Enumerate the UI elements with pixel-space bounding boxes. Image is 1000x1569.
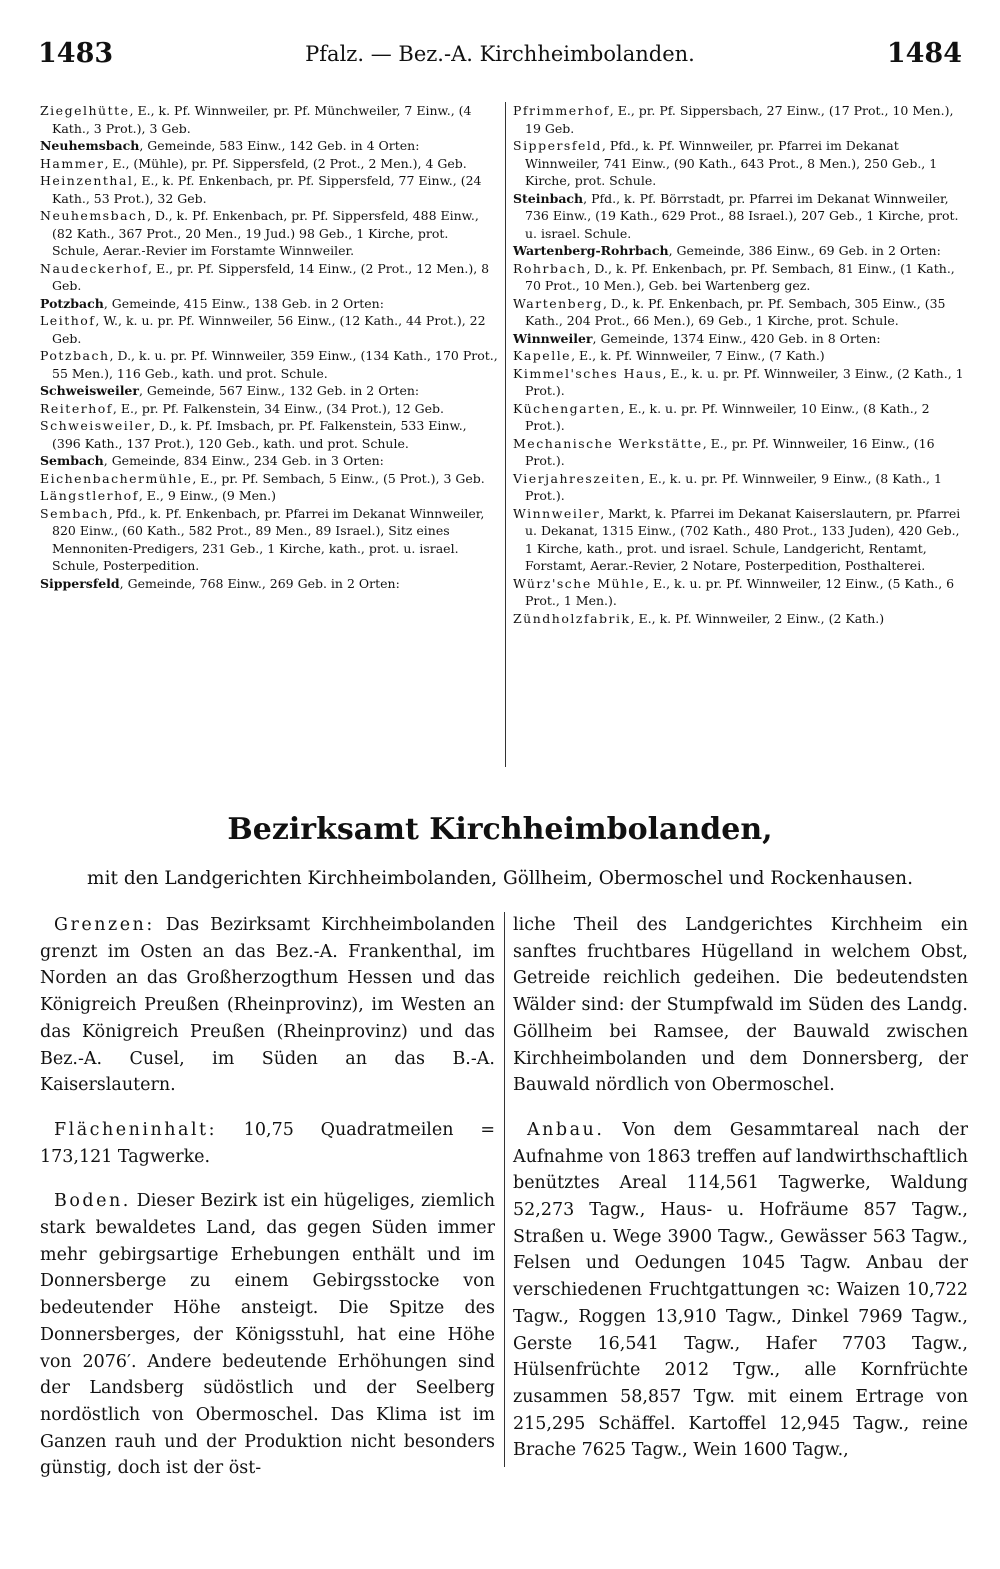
place-entry bbox=[513, 470, 965, 505]
page-number-left: 1483 bbox=[38, 38, 114, 69]
entry-name: Winnweiler bbox=[513, 330, 593, 346]
body-paragraph bbox=[513, 1117, 968, 1464]
entry-text: , W., k. u. pr. Pf. Winnweiler, 56 Einw., (12 Kath., 44 Prot.), 22 Geb. bbox=[52, 313, 486, 346]
running-title: Pfalz. — Bez.-A. Kirchheimbolanden. bbox=[305, 42, 695, 66]
place-entry bbox=[40, 417, 498, 452]
entry-text: , E., pr. Pf. Sembach, 5 Einw., (5 Prot.), 3 Geb. bbox=[192, 470, 485, 486]
gazetteer-column-left bbox=[40, 102, 498, 592]
entry-text: , E., pr. Pf. Sippersfeld, 14 Einw., (2 Prot., 12 Men.), 8 Geb. bbox=[52, 260, 490, 293]
gemeinde-entry bbox=[40, 452, 498, 470]
entry-text: , D., k. u. pr. Pf. Winnweiler, 359 Einw., (134 Kath., 170 Prot., 55 Men.), 116 Geb., kath. und prot. Schule. bbox=[52, 348, 498, 381]
entry-text: , E., k. Pf. Winnweiler, 2 Einw., (2 Kath.) bbox=[630, 610, 885, 626]
entry-name: Naudeckerhof bbox=[40, 260, 148, 276]
entry-name: Längstlerhof bbox=[40, 488, 139, 503]
entry-text: , Gemeinde, 583 Einw., 142 Geb. in 4 Orten: bbox=[139, 138, 420, 153]
entry-name: Wartenberg bbox=[513, 295, 604, 311]
paragraph-text: liche Theil des Landgerichtes Kirchheim ein sanftes fruchtbares Hügelland in welchem Obst, Getreide reichlich gedeihen. Die bedeutendsten Wälder sind: der Stumpfwald im Süden des Landg. Göllheim bei Ramsee, der Bauwald zwischen Kirchheimbolanden und dem Donnersberg, der Bauwald nördlich von Obermoschel. bbox=[513, 915, 968, 1096]
entry-name: Vierjahreszeiten bbox=[513, 470, 641, 486]
entry-name: Sippersfeld bbox=[513, 138, 602, 153]
entry-text: , E., k. u. pr. Pf. Winnweiler, 9 Einw., (8 Kath., 1 Prot.). bbox=[525, 470, 942, 503]
entry-text: , Gemeinde, 768 Einw., 269 Geb. in 2 Orten: bbox=[119, 575, 400, 591]
page-header bbox=[38, 38, 962, 82]
paragraph-lead: Boden. bbox=[54, 1191, 131, 1212]
entry-name: Steinbach bbox=[513, 190, 584, 206]
place-entry bbox=[40, 487, 498, 505]
entry-text: , D., k. Pf. Imsbach, pr. Pf. Falkenstein, 533 Einw., (396 Kath., 137 Prot.), 120 Geb., kath. und prot. Schule. bbox=[52, 418, 467, 451]
entry-text: , E., 9 Einw., (9 Men.) bbox=[138, 488, 276, 503]
entry-text: , E., k. u. pr. Pf. Winnweiler, 12 Einw., (5 Kath., 6 Prot., 1 Men.). bbox=[525, 575, 955, 608]
place-entry bbox=[513, 400, 965, 435]
place-entry bbox=[40, 155, 498, 173]
place-entry bbox=[513, 365, 965, 400]
gemeinde-entry bbox=[513, 330, 965, 348]
body-paragraph bbox=[40, 1117, 495, 1170]
place-entry bbox=[513, 610, 965, 628]
entry-text: , Gemeinde, 1374 Einw., 420 Geb. in 8 Orten: bbox=[592, 330, 881, 346]
entry-name: Zündholzfabrik bbox=[513, 610, 631, 626]
entry-name: Schweisweiler bbox=[40, 418, 152, 433]
body-column-left bbox=[40, 912, 495, 1500]
paragraph-lead: Anbau. bbox=[527, 1119, 605, 1140]
paragraph-text: 10,75 Quadratmeilen = 173,121 Tagwerke. bbox=[40, 1119, 495, 1167]
entry-name: Wartenberg-Rohrbach bbox=[513, 243, 669, 258]
entry-name: Kapelle bbox=[513, 348, 572, 363]
body-paragraph bbox=[40, 912, 495, 1099]
entry-name: Hammer bbox=[40, 155, 105, 171]
place-entry bbox=[513, 260, 965, 295]
body-paragraph bbox=[513, 912, 968, 1099]
place-entry bbox=[40, 505, 498, 575]
entry-name: Neuhemsbach bbox=[40, 208, 148, 223]
entry-name: Eichenbachermühle bbox=[40, 470, 193, 486]
entry-text: , D., k. Pf. Enkenbach, pr. Pf. Sembach, 81 Einw., (1 Kath., 70 Prot., 10 Men.), Geb. bei Wartenberg gez. bbox=[525, 260, 955, 293]
entry-text: , D., k. Pf. Enkenbach, pr. Pf. Sembach, 305 Einw., (35 Kath., 204 Prot., 66 Men.), 69 Geb., 1 Kirche, prot. Schule. bbox=[525, 295, 946, 328]
entry-name: Winnweiler bbox=[513, 505, 601, 521]
column-divider bbox=[505, 102, 506, 767]
paragraph-lead: Flächeninhalt: bbox=[54, 1119, 217, 1140]
entry-name: Potzbach bbox=[40, 295, 104, 311]
entry-name: Pfrimmerhof bbox=[513, 103, 610, 118]
entry-text: , E., k. u. pr. Pf. Winnweiler, 3 Einw., (2 Kath., 1 Prot.). bbox=[525, 365, 964, 398]
entry-name: Mechanische Werkstätte bbox=[513, 435, 703, 451]
entry-text: , E., pr. Pf. Winnweiler, 16 Einw., (16 Prot.). bbox=[525, 435, 935, 468]
entry-name: Sippersfeld bbox=[40, 575, 120, 591]
entry-name: Rohrbach bbox=[513, 260, 587, 276]
paragraph-text: Von dem Gesammtareal nach der Aufnahme von 1863 treffen auf landwirthschaftlich benütztes Areal 114,561 Tagwerke, Waldung 52,273 Tagw., Haus- u. Hofräume 857 Tagw., Straßen u. Wege 3900 Tagw., Gewässer 563 Tagw., Felsen und Oedungen 1045 Tagw. Anbau der verschiedenen Fruchtgattungen ꝛc: Waizen 10,722 Tagw., Roggen 13,910 Tagw., Dinkel 7969 Tagw., Gerste 16,541 Tagw., Hafer 7703 Tagw., Hülsenfrüchte 2012 Tgw., alle Kornfrüchte zusammen 58,857 Tgw. mit einem Ertrage von 215,295 Schäffel. Kartoffel 12,945 Tagw., reine Brache 7625 Tagw., Wein 1600 Tagw., bbox=[513, 1119, 968, 1461]
gemeinde-entry bbox=[40, 137, 498, 155]
gemeinde-entry bbox=[40, 382, 498, 400]
place-entry bbox=[40, 347, 498, 382]
place-entry bbox=[513, 575, 965, 610]
entry-text: , E., k. Pf. Enkenbach, pr. Pf. Sippersfeld, 77 Einw., (24 Kath., 53 Prot.), 32 Geb. bbox=[52, 173, 482, 206]
place-entry bbox=[513, 505, 965, 575]
section-subtitle: mit den Landgerichten Kirchheimbolanden, Göllheim, Obermoschel und Rockenhausen. bbox=[87, 868, 913, 889]
paragraph-text: Dieser Bezirk ist ein hügeliges, ziemlich stark bewaldetes Land, das gegen Süden immer mehr gebirgsartige Erhebungen enthält und im Donnersberge zu einem Gebirgsstocke von bedeutender Höhe ansteigt. Die Spitze des Donnersberges, der Königsstuhl, hat eine Höhe von 2076′. Andere bedeutende Erhöhungen sind der Landsberg südöstlich und der Seelberg nordöstlich von Obermoschel. Das Klima ist im Ganzen rauh und der Produktion nicht besonders günstig, doch ist der öst- bbox=[40, 1191, 495, 1479]
entry-text: , E., k. Pf. Winnweiler, 7 Einw., (7 Kath.) bbox=[571, 348, 825, 363]
entry-name: Würz'sche Mühle bbox=[513, 575, 646, 591]
entry-name: Küchengarten bbox=[513, 400, 621, 416]
entry-name: Reiterhof bbox=[40, 400, 113, 416]
entry-name: Sembach bbox=[40, 505, 109, 521]
place-entry bbox=[40, 400, 498, 418]
entry-text: , Gemeinde, 386 Einw., 69 Geb. in 2 Orten: bbox=[668, 243, 941, 258]
entry-text: , Gemeinde, 834 Einw., 234 Geb. in 3 Orten: bbox=[103, 453, 384, 468]
body-column-right bbox=[513, 912, 968, 1482]
entry-text: , Gemeinde, 415 Einw., 138 Geb. in 2 Orten: bbox=[103, 295, 384, 311]
place-entry bbox=[40, 312, 498, 347]
entry-text: , Pfd., k. Pf. Börrstadt, pr. Pfarrei im Dekanat Winnweiler, 736 Einw., (19 Kath., 629 Prot., 88 Israel.), 207 Geb., 1 Kirche, prot. u. israel. Schule. bbox=[525, 190, 959, 241]
entry-name: Kimmel'sches Haus bbox=[513, 365, 663, 381]
entry-name: Potzbach bbox=[40, 348, 110, 363]
entry-name: Schweisweiler bbox=[40, 383, 139, 398]
place-entry bbox=[513, 435, 965, 470]
entry-text: , E., pr. Pf. Sippersbach, 27 Einw., (17 Prot., 10 Men.), 19 Geb. bbox=[525, 103, 954, 136]
entry-text: , Pfd., k. Pf. Enkenbach, pr. Pfarrei im Dekanat Winnweiler, 820 Einw., (60 Kath., 582 Prot., 89 Men., 89 Israel.), Sitz eines Mennoniten-Predigers, 231 Geb., 1 Kirche, kath., prot. u. israel. Schule, Posterpedition. bbox=[52, 505, 485, 573]
section-title: Bezirksamt Kirchheimbolanden, bbox=[227, 812, 773, 847]
entry-text: , E., k. u. pr. Pf. Winnweiler, 10 Einw., (8 Kath., 2 Prot.). bbox=[525, 400, 930, 433]
place-entry bbox=[40, 207, 498, 260]
column-divider bbox=[504, 912, 505, 1467]
entry-text: , D., k. Pf. Enkenbach, pr. Pf. Sippersfeld, 488 Einw., (82 Kath., 367 Prot., 20 Men., 19 Jud.) 98 Geb., 1 Kirche, prot. Schule, Aerar.-Revier im Forstamte Winnweiler. bbox=[52, 208, 479, 258]
place-entry bbox=[40, 260, 498, 295]
entry-name: Leithof bbox=[40, 313, 96, 328]
gemeinde-entry bbox=[40, 295, 498, 313]
body-paragraph bbox=[40, 1188, 495, 1482]
paragraph-lead: Grenzen: bbox=[54, 915, 155, 935]
place-entry bbox=[40, 470, 498, 488]
gemeinde-entry bbox=[513, 242, 965, 260]
gazetteer-column-right bbox=[513, 102, 965, 627]
place-entry bbox=[40, 172, 498, 207]
entry-text: , Pfd., k. Pf. Winnweiler, pr. Pfarrei im Dekanat Winnweiler, 741 Einw., (90 Kath., 643 Prot., 8 Men.), 250 Geb., 1 Kirche, prot. Schule. bbox=[525, 138, 938, 188]
entry-text: , E., (Mühle), pr. Pf. Sippersfeld, (2 Prot., 2 Men.), 4 Geb. bbox=[104, 155, 467, 171]
entry-name: Sembach bbox=[40, 453, 104, 468]
page-number-right: 1484 bbox=[886, 38, 962, 69]
entry-text: , E., pr. Pf. Falkenstein, 34 Einw., (34 Prot.), 12 Geb. bbox=[112, 400, 445, 416]
entry-name: Neuhemsbach bbox=[40, 138, 140, 153]
place-entry bbox=[513, 102, 965, 137]
entry-name: Ziegelhütte bbox=[40, 103, 130, 118]
place-entry bbox=[513, 137, 965, 190]
entry-name: Heinzenthal bbox=[40, 173, 134, 188]
entry-text: , Gemeinde, 567 Einw., 132 Geb. in 2 Orten: bbox=[138, 383, 420, 398]
gemeinde-entry bbox=[40, 575, 498, 593]
place-entry bbox=[40, 102, 498, 137]
gemeinde-entry bbox=[513, 190, 965, 243]
entry-text: , Markt, k. Pfarrei im Dekanat Kaiserslautern, pr. Pfarrei u. Dekanat, 1315 Einw., (702 Kath., 480 Prot., 133 Juden), 420 Geb., 1 Kirche, kath., prot. und israel. Schule, Landgericht, Rentamt, Forstamt, Aerar.-Revier, 2 Notare, Posterpedition, Posthalterei. bbox=[525, 505, 961, 573]
place-entry bbox=[513, 295, 965, 330]
entry-text: , E., k. Pf. Winnweiler, pr. Pf. Münchweiler, 7 Einw., (4 Kath., 3 Prot.), 3 Geb. bbox=[52, 103, 472, 136]
place-entry bbox=[513, 347, 965, 365]
paragraph-text: Das Bezirksamt Kirchheimbolanden grenzt im Osten an das Bez.-A. Frankenthal, im Norden an das Großherzogthum Hessen und das Königreich Preußen (Rheinprovinz), im Westen an das Königreich Preußen (Rheinprovinz) und das Bez.-A. Cusel, im Süden an das B.-A. Kaiserslautern. bbox=[40, 915, 495, 1096]
